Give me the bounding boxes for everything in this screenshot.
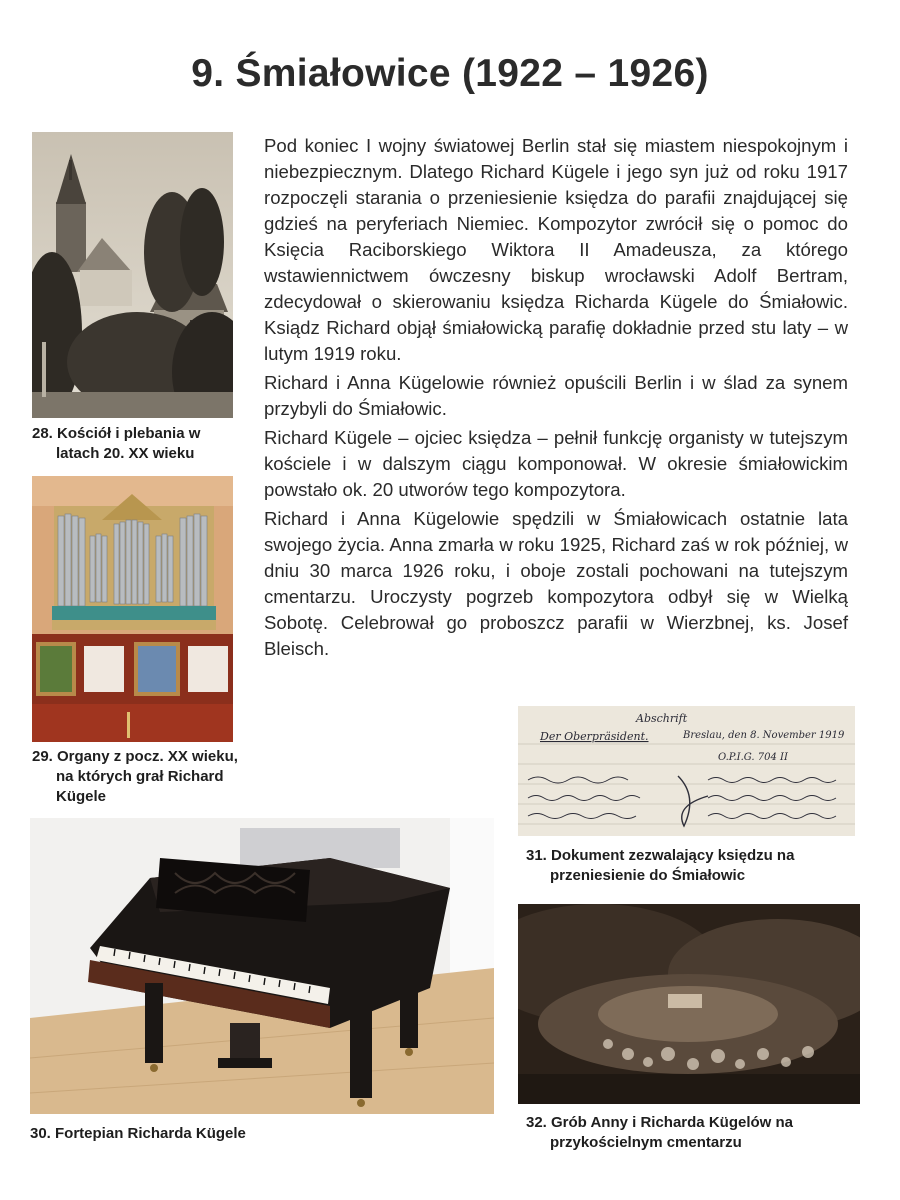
paragraph-3: Richard Kügele – ojciec księdza – pełnił funkcję organisty w tutejszym kościele i w dalszym ciągu komponował. W okresie śmiałowickim powstało ok. 20 utworów tego kompozytora. <box>264 427 848 500</box>
piano-photo <box>30 818 494 1114</box>
document-photo <box>518 706 855 836</box>
caption-31-line2: przeniesienie do Śmiałowic <box>550 867 746 884</box>
caption-29 <box>32 747 257 807</box>
caption-30-line1: 30. Fortepian Richarda Kügele <box>30 1125 246 1142</box>
caption-28-line2: latach 20. XX wieku <box>56 445 195 462</box>
page-title: 9. Śmiałowice (1922 – 1926) <box>191 52 709 95</box>
organ-photo <box>32 476 233 742</box>
paragraph-4: Richard i Anna Kügelowie spędzili w Śmiałowicach ostatnie lata swojego życia. Anna zmarła w roku 1925, Richard zaś w rok później, w dniu 30 marca 1926 roku, i oboje zostali pochowani na tutejszym cmentarzu. Uroczysty pogrzeb kompozytora odbył się w Wielką Sobotę. Celebrował go proboszcz parafii w Wierzbnej, ks. Josef Bleisch. <box>264 508 848 659</box>
caption-32-line1: 32. Grób Anny i Richarda Kügelów na <box>526 1114 793 1131</box>
grave-photo <box>518 904 860 1104</box>
caption-29-line3: Kügele <box>56 788 107 805</box>
paragraph-2: Richard i Anna Kügelowie również opuścili Berlin i w ślad za synem przybyli do Śmiałowic. <box>264 372 848 419</box>
caption-28 <box>32 424 252 464</box>
caption-29-line2: na których grał Richard <box>56 768 224 785</box>
caption-28-line1: 28. Kościół i plebania w <box>32 425 201 442</box>
caption-32 <box>526 1113 866 1153</box>
caption-29-line1: 29. Organy z pocz. XX wieku, <box>32 748 238 765</box>
doc-text-2: Der Oberpräsident. <box>540 730 649 743</box>
caption-30 <box>30 1124 330 1144</box>
doc-text-3: Breslau, den 8. November 1919 <box>683 730 845 741</box>
caption-31 <box>526 846 866 886</box>
church-photo <box>32 132 233 418</box>
doc-text-4: O.P.I.G. 704 II <box>718 752 788 763</box>
caption-32-line2: przykościelnym cmentarzu <box>550 1134 742 1151</box>
article-body <box>264 133 848 665</box>
paragraph-1: Pod koniec I wojny światowej Berlin stał się miastem niespokojnym i niebezpiecznym. Dlatego Richard Kügele i jego syn już od roku 1917 rozpoczęli starania o przeniesienie księdza do parafii znajdującej się gdzieś na peryferiach Niemiec. Kompozytor zwrócił się o pomoc do Księcia Raciborskiego Wiktora II Amadeusza, za którego wstawiennictwem ówczesny biskup wrocławski Adolf Bertram, zdecydował o skierowaniu księdza Richarda Kügele do Śmiałowic. Ksiądz Richard objął śmiałowicką parafię dokładnie przed stu laty – w lutym 1919 roku. <box>264 135 848 364</box>
caption-31-line1: 31. Dokument zezwalający księdzu na <box>526 847 795 864</box>
doc-text-1: Abschrift <box>636 712 688 725</box>
